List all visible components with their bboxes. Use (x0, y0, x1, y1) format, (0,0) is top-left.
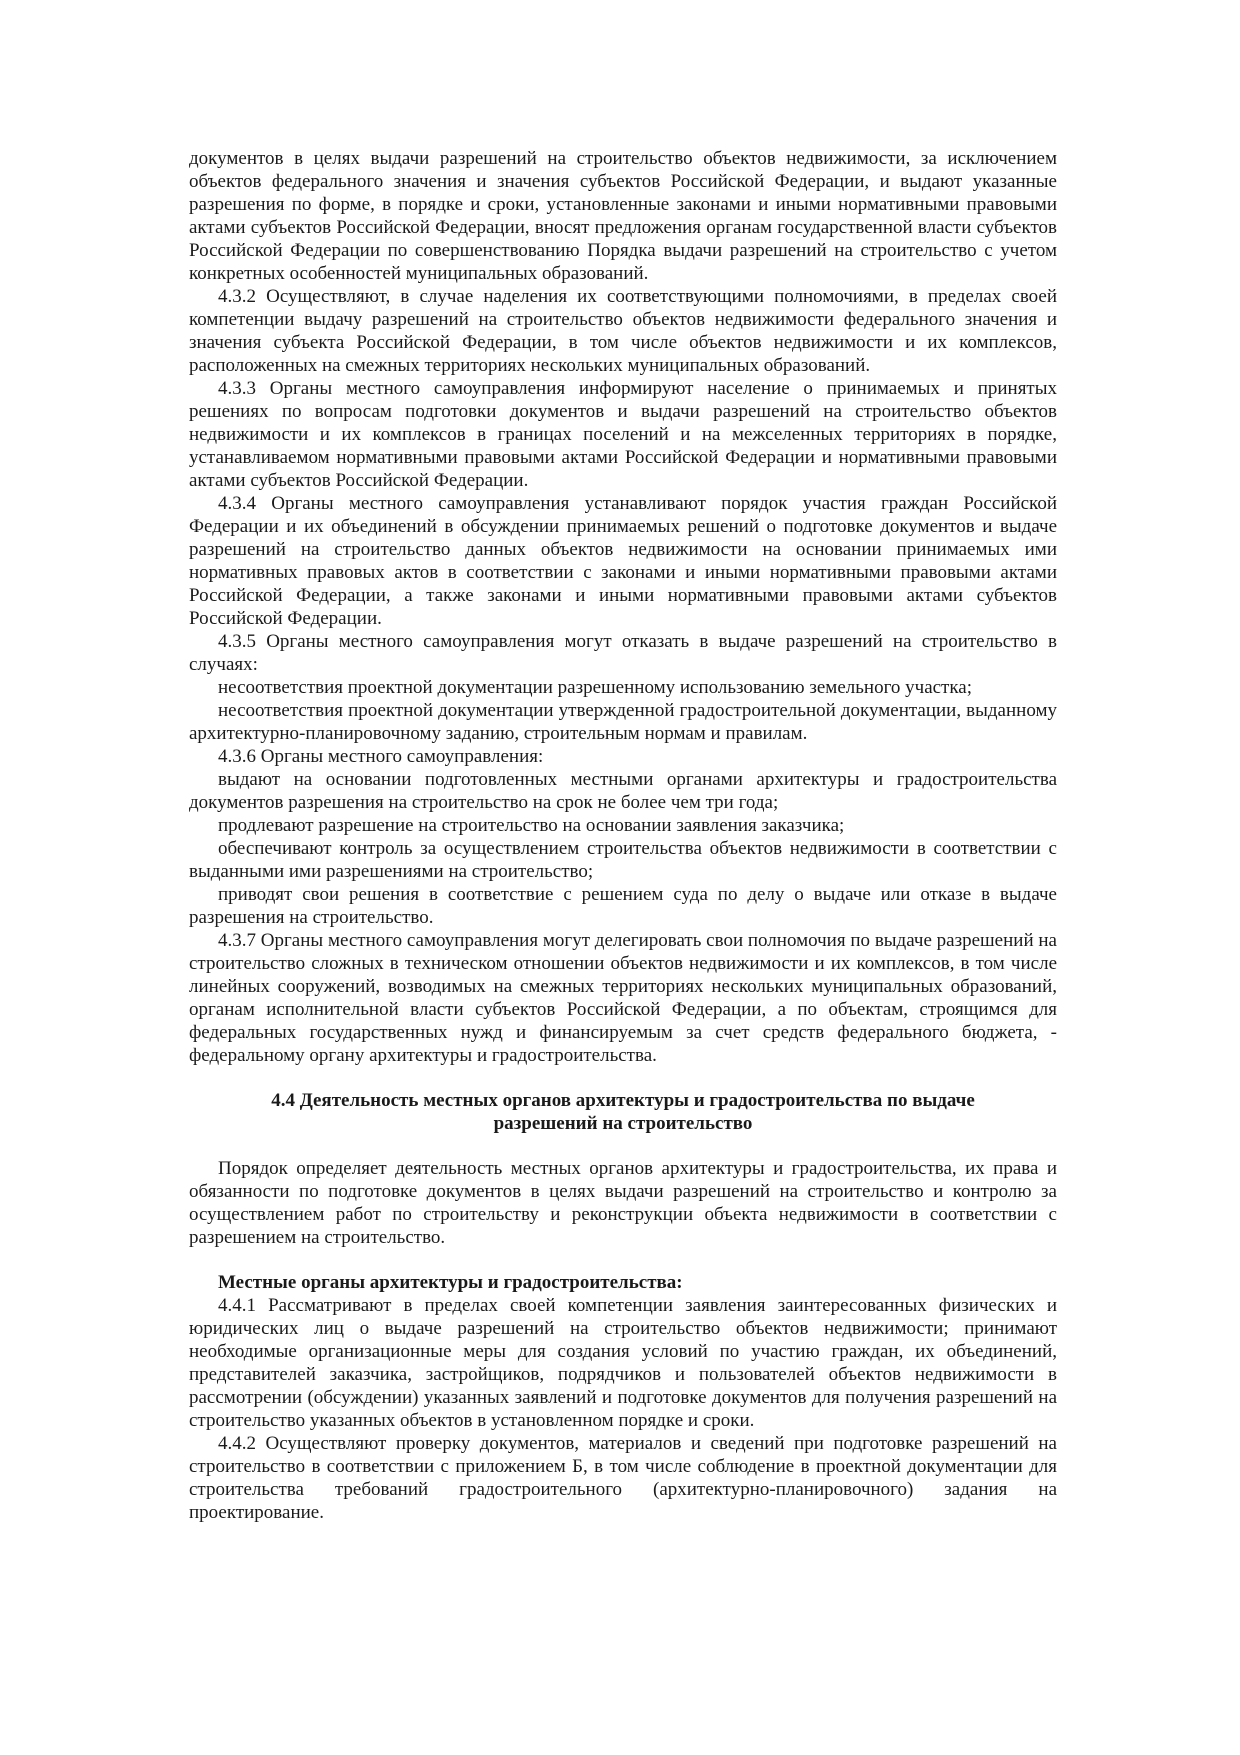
paragraph-4-4-1: 4.4.1 Рассматривают в пределах своей компетенции заявления заинтересованных физических и юридических лиц о выдаче разрешений на строительство объектов недвижимости; принимают необходимые организационные меры для создания условий по участию граждан, их объединений, представителей заказчика, застройщиков, подрядчиков и пользователей объектов недвижимости в рассмотрении (обсуждении) указанных заявлений и подготовке документов для получения разрешений на строительство указанных объектов в установленном порядке и сроки. (189, 1295, 1057, 1431)
paragraph-intro: Порядок определяет деятельность местных органов архитектуры и градостроительства, их права и обязанности по подготовке документов в целях выдачи разрешений на строительство и контролю за осуществлением работ по строительству и реконструкции объекта недвижимости в соответствии с разрешением на строительство. (189, 1158, 1057, 1248)
paragraph-continuation: документов в целях выдачи разрешений на строительство объектов недвижимости, за исключением объектов федерального значения и значения субъектов Российской Федерации, и выдают указанные разрешения по форме, в порядке и сроки, установленные законами и иными нормативными правовыми актами субъектов Российской Федерации, вносят предложения органам государственной власти субъектов Российской Федерации по совершенствованию Порядка выдачи разрешений на строительство с учетом конкретных особенностей муниципальных образований. (189, 148, 1057, 284)
document-page (189, 147, 1057, 1524)
paragraph-4-3-4: 4.3.4 Органы местного самоуправления устанавливают порядок участия граждан Российской Федерации и их объединений в обсуждении принимаемых решений о подготовке документов и выдаче разрешений на строительство данных объектов недвижимости на основании принимаемых ими нормативных правовых актов в соответствии с законами и иными нормативными правовыми актами Российской Федерации, а также законами и иными нормативными правовыми актами субъектов Российской Федерации. (189, 493, 1057, 629)
paragraph-4-3-3: 4.3.3 Органы местного самоуправления информируют население о принимаемых и принятых решениях по вопросам подготовки документов и выдачи разрешений на строительство объектов недвижимости и их комплексов в границах поселений и на межселенных территориях в порядке, устанавливаемом нормативными правовыми актами Российской Федерации и нормативными правовыми актами субъектов Российской Федерации. (189, 378, 1057, 491)
paragraph-4-3-7: 4.3.7 Органы местного самоуправления могут делегировать свои полномочия по выдаче разрешений на строительство сложных в техническом отношении объектов недвижимости и их комплексов, в том числе линейных сооружений, возводимых на смежных территориях нескольких муниципальных образований, органам исполнительной власти субъектов Российской Федерации, а по объектам, строящимся для федеральных государственных нужд и финансируемым за счет средств федерального бюджета, - федеральному органу архитектуры и градостроительства. (189, 930, 1057, 1066)
list-item: продлевают разрешение на строительство на основании заявления заказчика; (218, 815, 845, 836)
list-item: обеспечивают контроль за осуществлением строительства объектов недвижимости в соответствии с выданными ими разрешениями на строительство; (189, 838, 1057, 882)
list-item: несоответствия проектной документации утвержденной градостроительной документации, выданному архитектурно-планировочному заданию, строительным нормам и правилам. (189, 700, 1057, 744)
paragraph-4-3-6: 4.3.6 Органы местного самоуправления: (218, 746, 544, 767)
list-item: несоответствия проектной документации разрешенному использованию земельного участка; (218, 677, 973, 698)
subheading-local-bodies: Местные органы архитектуры и градостроительства: (218, 1272, 683, 1293)
paragraph-4-4-2: 4.4.2 Осуществляют проверку документов, материалов и сведений при подготовке разрешений на строительство в соответствии с приложением Б, в том числе соблюдение в проектной документации для строительства требований градостроительного (архитектурно-планировочного) задания на проектирование. (189, 1433, 1057, 1523)
paragraph-4-3-5: 4.3.5 Органы местного самоуправления могут отказать в выдаче разрешений на строительство в случаях: (189, 631, 1057, 675)
list-item: приводят свои решения в соответствие с решением суда по делу о выдаче или отказе в выдаче разрешения на строительство. (189, 884, 1057, 928)
section-heading-4-4: 4.4 Деятельность местных органов архитектуры и градостроительства по выдаче разрешений на строительство (271, 1090, 975, 1134)
paragraph-4-3-2: 4.3.2 Осуществляют, в случае наделения их соответствующими полномочиями, в пределах своей компетенции выдачу разрешений на строительство объектов недвижимости федерального значения и значения субъекта Российской Федерации, в том числе объектов недвижимости и их комплексов, расположенных на смежных территориях нескольких муниципальных образований. (189, 286, 1057, 376)
list-item: выдают на основании подготовленных местными органами архитектуры и градостроительства документов разрешения на строительство на срок не более чем три года; (189, 769, 1057, 813)
